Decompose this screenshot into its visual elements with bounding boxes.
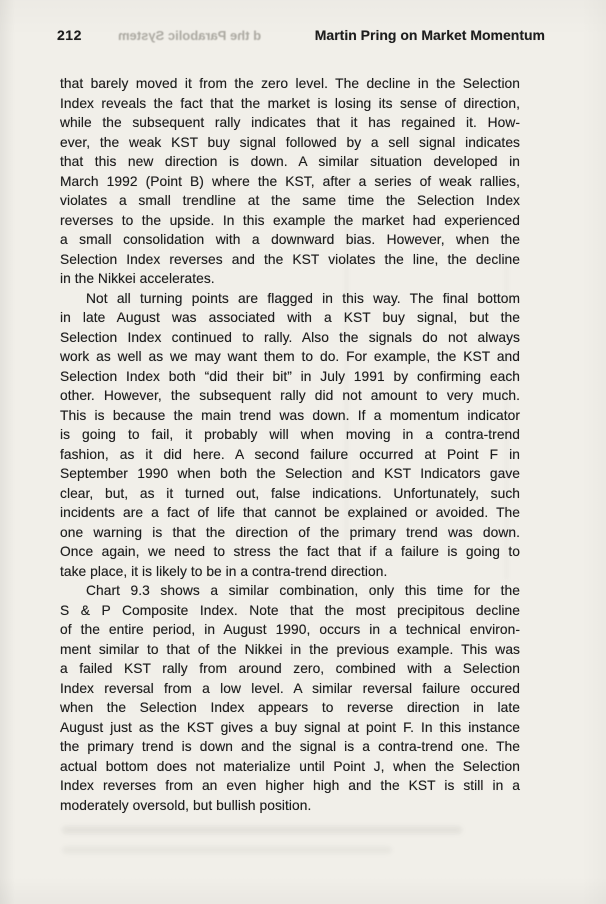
page-number: 212 <box>57 27 82 43</box>
text-line: other. However, the subsequent rally did not amount to very much. <box>60 388 520 403</box>
text-line: August just as the KST gives a buy signal at point F. In this instance <box>60 719 520 735</box>
text-line: clear, but, as it turned out, false indications. Unfortunately, such <box>60 485 520 501</box>
text-line: take place, it is likely to be in a contra-trend direction. <box>60 563 388 579</box>
running-title: Martin Pring on Market Momentum <box>314 27 545 43</box>
text-line: Index reversal from a low level. A similar reversal failure occured <box>60 680 520 696</box>
text-line: work as well as we may want them to do. For example, the KST and <box>60 349 520 364</box>
text-line: Once again, we need to stress the fact that if a failure is going to <box>60 544 520 559</box>
text-line: one warning is that the direction of the primary trend was down. <box>60 524 520 540</box>
text-line: in late August was associated with a KST buy signal, but the <box>60 310 520 325</box>
text-line: violates a small trendline at the same time the Selection Index <box>60 193 520 208</box>
text-line: a small consolidation with a downward bias. However, when the <box>60 232 520 247</box>
text-line: that barely moved it from the zero level. The decline in the Selection <box>60 76 520 91</box>
text-line: September 1990 when both the Selection and KST Indicators gave <box>60 466 520 481</box>
bleed-through-smudge <box>62 846 392 854</box>
text-line: moderately oversold, but bullish position. <box>60 797 312 813</box>
text-line: Chart 9.3 shows a similar combination, only this time for the <box>86 583 520 598</box>
text-line: This is because the main trend was down. If a momentum indicator <box>60 407 520 423</box>
text-line: fashion, as it did here. A second failure occurred at Point F in <box>60 446 520 462</box>
text-line: is going to fail, it probably will when moving in a contra-trend <box>60 427 520 442</box>
text-line: S & P Composite Index. Note that the most precipitous decline <box>60 602 520 618</box>
text-line: a failed KST rally from around zero, combined with a Selection <box>60 661 520 676</box>
text-line: the primary trend is down and the signal is a contra-trend one. The <box>60 739 520 754</box>
bleed-through-smudge <box>505 200 508 580</box>
text-line: Index reveals the fact that the market is losing its sense of direction, <box>60 95 520 111</box>
text-line: Index reverses from an even higher high and the KST is still in a <box>60 778 520 793</box>
bleed-through-text: d the Parabolic System <box>118 28 262 43</box>
text-line: ever, the weak KST buy signal followed by a sell signal indicates <box>60 134 520 150</box>
bleed-through-smudge <box>62 826 462 834</box>
text-line: of the entire period, in August 1990, occurs in a technical environ- <box>60 622 520 637</box>
text-line: March 1992 (Point B) where the KST, after a series of weak rallies, <box>60 173 520 189</box>
bleed-through-smudge <box>345 170 348 610</box>
text-line: actual bottom does not materialize until Point J, when the Selection <box>60 758 520 774</box>
text-line: ment similar to that of the Nikkei in the previous example. This was <box>60 641 520 657</box>
text-line: Selection Index both “did their bit” in July 1991 by confirming each <box>60 368 520 384</box>
text-line: that this new direction is down. A similar situation developed in <box>60 154 520 169</box>
text-line: incidents are a fact of life that cannot be explained or avoided. The <box>60 505 520 520</box>
text-line: reverses to the upside. In this example the market had experienced <box>60 212 520 228</box>
text-line: Selection Index reverses and the KST violates the line, the decline <box>60 251 520 267</box>
text-line: in the Nikkei accelerates. <box>60 271 215 286</box>
page-header <box>0 25 606 47</box>
text-line: Not all turning points are flagged in this way. The final bottom <box>86 290 520 306</box>
text-line: while the subsequent rally indicates that it has regained it. How- <box>60 115 520 130</box>
text-line: Selection Index continued to rally. Also the signals do not always <box>60 329 520 345</box>
text-line: when the Selection Index appears to reverse direction in late <box>60 700 520 715</box>
page-body <box>60 74 520 815</box>
